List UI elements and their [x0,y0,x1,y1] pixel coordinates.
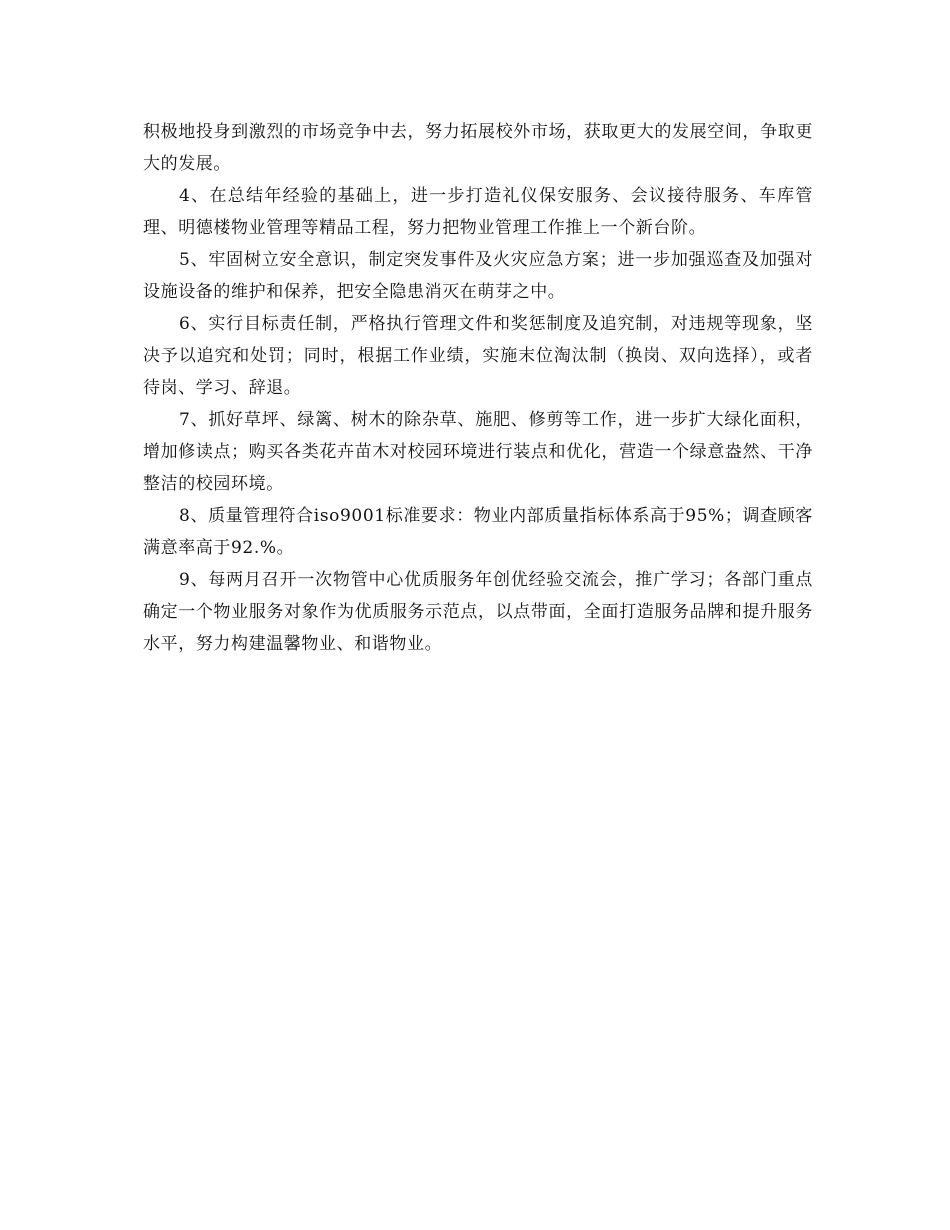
paragraph-item-8: 8、质量管理符合iso9001标准要求：物业内部质量指标体系高于95%；调查顾客满意率高于92.%。 [143,506,813,558]
paragraph-item-4: 4、在总结年经验的基础上，进一步打造礼仪保安服务、会议接待服务、车库管理、明德楼物业管理等精品工程，努力把物业管理工作推上一个新台阶。 [143,186,813,238]
paragraph-item-9: 9、每两月召开一次物管中心优质服务年创优经验交流会，推广学习；各部门重点确定一个物业服务对象作为优质服务示范点，以点带面，全面打造服务品牌和提升服务水平，努力构建温馨物业、和谐物业。 [143,570,813,654]
paragraph-item-7: 7、抓好草坪、绿篱、树木的除杂草、施肥、修剪等工作，进一步扩大绿化面积，增加修读点；购买各类花卉苗木对校园环境进行装点和优化，营造一个绿意盎然、干净整洁的校园环境。 [143,410,813,494]
paragraph-continuation: 积极地投身到激烈的市场竞争中去，努力拓展校外市场，获取更大的发展空间，争取更大的发展。 [143,122,813,174]
paragraph-item-5: 5、牢固树立安全意识，制定突发事件及火灾应急方案；进一步加强巡查及加强对设施设备的维护和保养，把安全隐患消灭在萌芽之中。 [143,250,813,302]
paragraph-item-6: 6、实行目标责任制，严格执行管理文件和奖惩制度及追究制，对违规等现象，坚决予以追究和处罚；同时，根据工作业绩，实施末位淘汰制（换岗、双向选择），或者待岗、学习、辞退。 [143,314,813,398]
document-body [143,116,813,660]
